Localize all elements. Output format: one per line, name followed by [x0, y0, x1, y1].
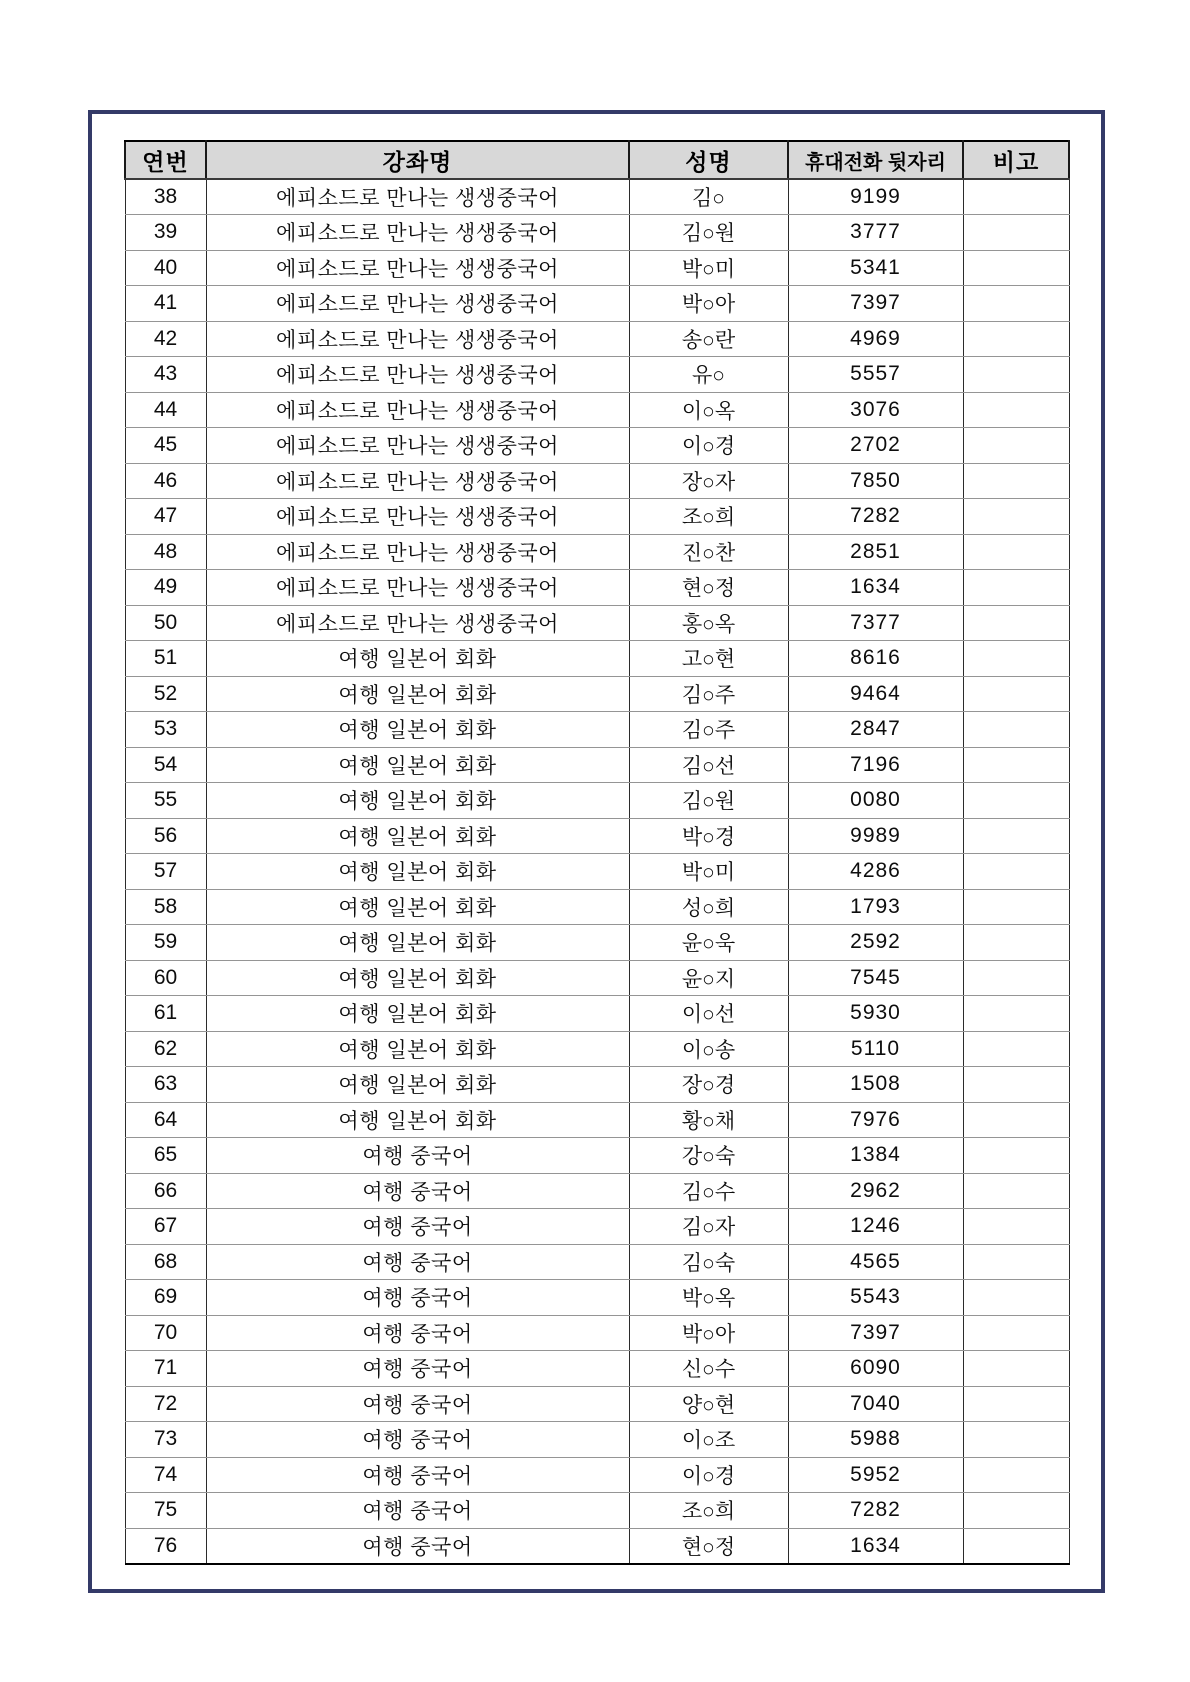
cell-phone: 0080 [788, 783, 963, 819]
table-row [125, 499, 1069, 535]
cell-note [963, 1315, 1069, 1351]
table-row [125, 1351, 1069, 1387]
cell-name: 황○채 [629, 1102, 788, 1138]
cell-name: 현○정 [629, 1528, 788, 1564]
cell-seq: 71 [125, 1351, 206, 1387]
cell-course: 여행 중국어 [206, 1138, 629, 1174]
cell-phone: 4286 [788, 854, 963, 890]
cell-seq: 39 [125, 215, 206, 251]
cell-name: 이○선 [629, 996, 788, 1032]
cell-phone: 7040 [788, 1386, 963, 1422]
cell-course: 여행 중국어 [206, 1351, 629, 1387]
cell-note [963, 605, 1069, 641]
cell-phone: 5557 [788, 357, 963, 393]
column-header-name: 성명 [629, 141, 788, 179]
cell-seq: 38 [125, 179, 206, 215]
cell-seq: 74 [125, 1457, 206, 1493]
cell-name: 윤○욱 [629, 925, 788, 961]
table-row [125, 1457, 1069, 1493]
cell-seq: 52 [125, 676, 206, 712]
cell-name: 박○아 [629, 1315, 788, 1351]
table-header [125, 141, 1069, 179]
cell-name: 진○찬 [629, 534, 788, 570]
cell-course: 에피소드로 만나는 생생중국어 [206, 250, 629, 286]
cell-note [963, 1528, 1069, 1564]
cell-name: 김○수 [629, 1173, 788, 1209]
cell-course: 에피소드로 만나는 생생중국어 [206, 321, 629, 357]
cell-seq: 64 [125, 1102, 206, 1138]
cell-phone: 3076 [788, 392, 963, 428]
cell-course: 여행 일본어 회화 [206, 1067, 629, 1103]
cell-note [963, 392, 1069, 428]
cell-phone: 7377 [788, 605, 963, 641]
cell-phone: 9199 [788, 179, 963, 215]
cell-name: 유○ [629, 357, 788, 393]
enrollee-table [124, 140, 1070, 1565]
cell-name: 김○자 [629, 1209, 788, 1245]
cell-note [963, 889, 1069, 925]
table-row [125, 960, 1069, 996]
cell-phone: 2851 [788, 534, 963, 570]
cell-name: 양○현 [629, 1386, 788, 1422]
cell-seq: 40 [125, 250, 206, 286]
cell-course: 에피소드로 만나는 생생중국어 [206, 179, 629, 215]
cell-phone: 7397 [788, 1315, 963, 1351]
cell-name: 이○옥 [629, 392, 788, 428]
table-row [125, 1493, 1069, 1529]
table-row [125, 1244, 1069, 1280]
cell-seq: 57 [125, 854, 206, 890]
table-row [125, 570, 1069, 606]
cell-note [963, 570, 1069, 606]
cell-course: 여행 중국어 [206, 1457, 629, 1493]
cell-seq: 53 [125, 712, 206, 748]
cell-note [963, 676, 1069, 712]
cell-note [963, 215, 1069, 251]
table-row [125, 286, 1069, 322]
cell-seq: 49 [125, 570, 206, 606]
cell-seq: 43 [125, 357, 206, 393]
cell-note [963, 357, 1069, 393]
cell-phone: 7545 [788, 960, 963, 996]
cell-phone: 9989 [788, 818, 963, 854]
cell-phone: 5930 [788, 996, 963, 1032]
table-body [125, 179, 1069, 1564]
cell-name: 김○ [629, 179, 788, 215]
cell-seq: 66 [125, 1173, 206, 1209]
cell-seq: 47 [125, 499, 206, 535]
cell-name: 김○선 [629, 747, 788, 783]
cell-name: 박○미 [629, 250, 788, 286]
cell-seq: 65 [125, 1138, 206, 1174]
table-row [125, 1209, 1069, 1245]
cell-phone: 5952 [788, 1457, 963, 1493]
cell-note [963, 1457, 1069, 1493]
cell-name: 조○희 [629, 499, 788, 535]
table-row [125, 463, 1069, 499]
cell-name: 송○란 [629, 321, 788, 357]
cell-course: 여행 일본어 회화 [206, 960, 629, 996]
cell-phone: 1634 [788, 570, 963, 606]
cell-course: 여행 중국어 [206, 1209, 629, 1245]
cell-course: 에피소드로 만나는 생생중국어 [206, 570, 629, 606]
cell-note [963, 179, 1069, 215]
cell-seq: 45 [125, 428, 206, 464]
cell-name: 김○주 [629, 676, 788, 712]
cell-phone: 2702 [788, 428, 963, 464]
cell-phone: 4969 [788, 321, 963, 357]
cell-phone: 2962 [788, 1173, 963, 1209]
cell-name: 현○정 [629, 570, 788, 606]
cell-phone: 5341 [788, 250, 963, 286]
cell-seq: 54 [125, 747, 206, 783]
cell-course: 여행 일본어 회화 [206, 925, 629, 961]
table-row [125, 1031, 1069, 1067]
cell-phone: 9464 [788, 676, 963, 712]
cell-name: 박○미 [629, 854, 788, 890]
cell-phone: 7397 [788, 286, 963, 322]
cell-name: 고○현 [629, 641, 788, 677]
cell-note [963, 960, 1069, 996]
cell-phone: 7850 [788, 463, 963, 499]
cell-phone: 3777 [788, 215, 963, 251]
cell-course: 여행 일본어 회화 [206, 676, 629, 712]
cell-note [963, 1351, 1069, 1387]
cell-name: 이○송 [629, 1031, 788, 1067]
cell-phone: 1508 [788, 1067, 963, 1103]
table-row [125, 996, 1069, 1032]
cell-course: 여행 중국어 [206, 1173, 629, 1209]
table-row [125, 1173, 1069, 1209]
cell-course: 여행 일본어 회화 [206, 783, 629, 819]
cell-seq: 58 [125, 889, 206, 925]
table-row [125, 676, 1069, 712]
cell-seq: 41 [125, 286, 206, 322]
cell-name: 조○희 [629, 1493, 788, 1529]
table-row [125, 1102, 1069, 1138]
table-row [125, 818, 1069, 854]
table-row [125, 641, 1069, 677]
cell-phone: 6090 [788, 1351, 963, 1387]
table-row [125, 854, 1069, 890]
table-row [125, 1067, 1069, 1103]
page-border [88, 110, 1105, 1593]
cell-phone: 5110 [788, 1031, 963, 1067]
cell-course: 여행 일본어 회화 [206, 747, 629, 783]
cell-seq: 68 [125, 1244, 206, 1280]
cell-course: 에피소드로 만나는 생생중국어 [206, 286, 629, 322]
cell-phone: 1384 [788, 1138, 963, 1174]
cell-course: 여행 일본어 회화 [206, 712, 629, 748]
cell-phone: 7196 [788, 747, 963, 783]
cell-note [963, 463, 1069, 499]
cell-course: 여행 중국어 [206, 1493, 629, 1529]
column-header-course: 강좌명 [206, 141, 629, 179]
cell-note [963, 1386, 1069, 1422]
cell-note [963, 1493, 1069, 1529]
cell-name: 신○수 [629, 1351, 788, 1387]
header-row [125, 141, 1069, 179]
cell-course: 여행 일본어 회화 [206, 854, 629, 890]
column-header-note: 비고 [963, 141, 1069, 179]
table-row [125, 179, 1069, 215]
table-row [125, 1138, 1069, 1174]
cell-note [963, 818, 1069, 854]
cell-phone: 4565 [788, 1244, 963, 1280]
cell-note [963, 499, 1069, 535]
cell-note [963, 925, 1069, 961]
cell-phone: 2592 [788, 925, 963, 961]
table-row [125, 747, 1069, 783]
cell-note [963, 996, 1069, 1032]
cell-note [963, 1244, 1069, 1280]
cell-course: 에피소드로 만나는 생생중국어 [206, 463, 629, 499]
cell-phone: 5543 [788, 1280, 963, 1316]
cell-phone: 5988 [788, 1422, 963, 1458]
cell-name: 성○희 [629, 889, 788, 925]
table-row [125, 783, 1069, 819]
cell-note [963, 641, 1069, 677]
cell-name: 윤○지 [629, 960, 788, 996]
cell-course: 여행 일본어 회화 [206, 641, 629, 677]
cell-note [963, 854, 1069, 890]
cell-course: 에피소드로 만나는 생생중국어 [206, 357, 629, 393]
cell-course: 여행 중국어 [206, 1315, 629, 1351]
table-row [125, 712, 1069, 748]
table-row [125, 925, 1069, 961]
table-row [125, 889, 1069, 925]
cell-note [963, 534, 1069, 570]
cell-course: 여행 중국어 [206, 1244, 629, 1280]
cell-seq: 63 [125, 1067, 206, 1103]
cell-note [963, 321, 1069, 357]
cell-course: 에피소드로 만나는 생생중국어 [206, 499, 629, 535]
cell-phone: 1793 [788, 889, 963, 925]
cell-note [963, 428, 1069, 464]
cell-course: 에피소드로 만나는 생생중국어 [206, 215, 629, 251]
cell-seq: 59 [125, 925, 206, 961]
cell-phone: 7282 [788, 1493, 963, 1529]
table-row [125, 428, 1069, 464]
cell-course: 여행 일본어 회화 [206, 1031, 629, 1067]
cell-note [963, 1031, 1069, 1067]
cell-name: 장○자 [629, 463, 788, 499]
cell-note [963, 783, 1069, 819]
table-row [125, 605, 1069, 641]
cell-seq: 73 [125, 1422, 206, 1458]
table-row [125, 1528, 1069, 1564]
cell-note [963, 1209, 1069, 1245]
cell-seq: 50 [125, 605, 206, 641]
cell-phone: 7282 [788, 499, 963, 535]
cell-seq: 44 [125, 392, 206, 428]
table-row [125, 215, 1069, 251]
cell-note [963, 1280, 1069, 1316]
cell-name: 박○옥 [629, 1280, 788, 1316]
cell-name: 강○숙 [629, 1138, 788, 1174]
table-row [125, 357, 1069, 393]
cell-seq: 62 [125, 1031, 206, 1067]
cell-course: 여행 일본어 회화 [206, 996, 629, 1032]
cell-name: 김○원 [629, 215, 788, 251]
cell-course: 여행 중국어 [206, 1386, 629, 1422]
cell-name: 김○원 [629, 783, 788, 819]
cell-note [963, 286, 1069, 322]
cell-phone: 2847 [788, 712, 963, 748]
table-row [125, 1280, 1069, 1316]
cell-course: 여행 일본어 회화 [206, 889, 629, 925]
cell-phone: 7976 [788, 1102, 963, 1138]
cell-seq: 51 [125, 641, 206, 677]
cell-seq: 60 [125, 960, 206, 996]
cell-name: 박○아 [629, 286, 788, 322]
table-row [125, 392, 1069, 428]
cell-seq: 67 [125, 1209, 206, 1245]
cell-phone: 8616 [788, 641, 963, 677]
cell-name: 김○숙 [629, 1244, 788, 1280]
column-header-seq: 연번 [125, 141, 206, 179]
cell-course: 여행 일본어 회화 [206, 818, 629, 854]
table-row [125, 534, 1069, 570]
cell-seq: 76 [125, 1528, 206, 1564]
cell-seq: 72 [125, 1386, 206, 1422]
cell-seq: 42 [125, 321, 206, 357]
column-header-phone: 휴대전화 뒷자리 [788, 141, 963, 179]
cell-phone: 1634 [788, 1528, 963, 1564]
cell-note [963, 1067, 1069, 1103]
cell-seq: 56 [125, 818, 206, 854]
cell-note [963, 712, 1069, 748]
cell-phone: 1246 [788, 1209, 963, 1245]
cell-name: 장○경 [629, 1067, 788, 1103]
cell-course: 에피소드로 만나는 생생중국어 [206, 605, 629, 641]
cell-note [963, 1138, 1069, 1174]
table-row [125, 1422, 1069, 1458]
cell-note [963, 747, 1069, 783]
cell-seq: 70 [125, 1315, 206, 1351]
cell-seq: 61 [125, 996, 206, 1032]
cell-name: 박○경 [629, 818, 788, 854]
cell-course: 여행 중국어 [206, 1422, 629, 1458]
table-row [125, 1315, 1069, 1351]
cell-course: 여행 중국어 [206, 1528, 629, 1564]
cell-name: 홍○옥 [629, 605, 788, 641]
table-row [125, 250, 1069, 286]
cell-name: 이○조 [629, 1422, 788, 1458]
cell-note [963, 1422, 1069, 1458]
cell-note [963, 250, 1069, 286]
cell-name: 김○주 [629, 712, 788, 748]
cell-name: 이○경 [629, 428, 788, 464]
table-row [125, 321, 1069, 357]
cell-note [963, 1173, 1069, 1209]
cell-seq: 75 [125, 1493, 206, 1529]
cell-course: 여행 중국어 [206, 1280, 629, 1316]
cell-note [963, 1102, 1069, 1138]
cell-course: 에피소드로 만나는 생생중국어 [206, 534, 629, 570]
cell-seq: 46 [125, 463, 206, 499]
cell-course: 에피소드로 만나는 생생중국어 [206, 392, 629, 428]
cell-course: 에피소드로 만나는 생생중국어 [206, 428, 629, 464]
cell-course: 여행 일본어 회화 [206, 1102, 629, 1138]
cell-seq: 55 [125, 783, 206, 819]
cell-seq: 69 [125, 1280, 206, 1316]
table-row [125, 1386, 1069, 1422]
cell-name: 이○경 [629, 1457, 788, 1493]
cell-seq: 48 [125, 534, 206, 570]
